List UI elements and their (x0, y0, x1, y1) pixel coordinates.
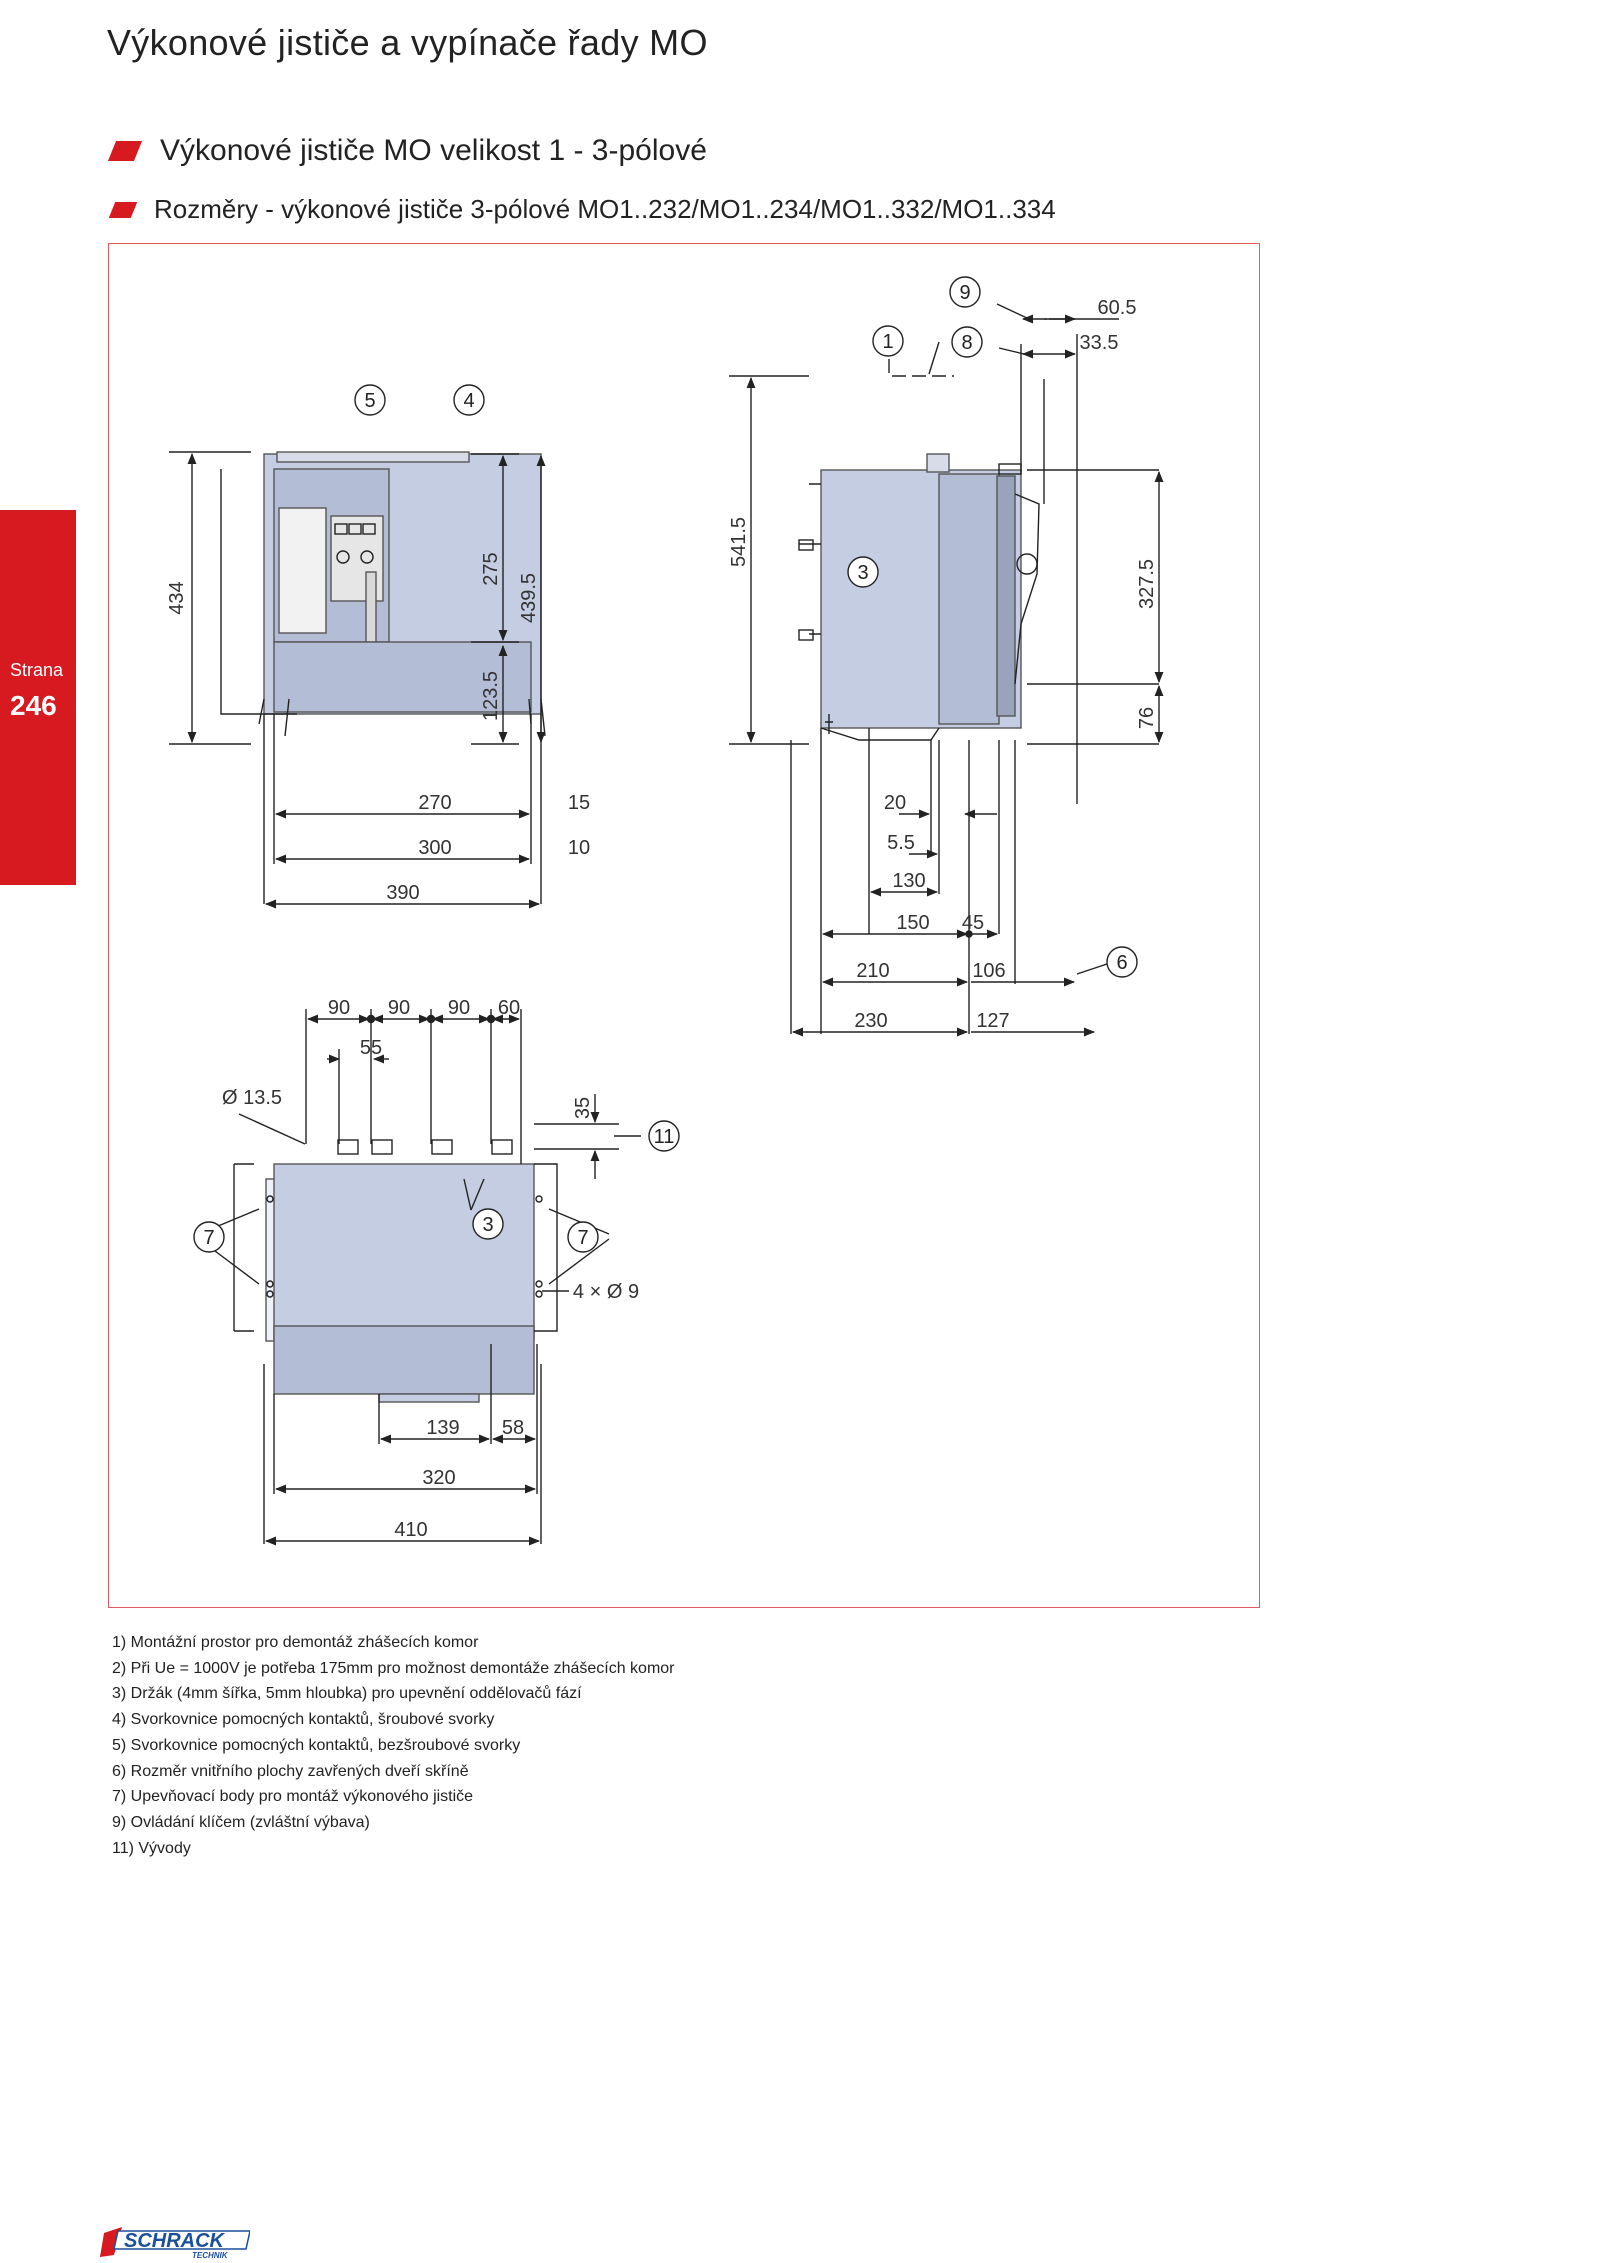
dim-139: 139 (426, 1417, 460, 1439)
dimension-drawing (109, 244, 1261, 1609)
footnotes (112, 1630, 675, 1861)
logo-subtext: TECHNIK (192, 2251, 228, 2259)
logo-text: SCHRACK (124, 2230, 224, 2252)
dim-439-5: 439.5 (518, 572, 540, 624)
section-bullet-icon (108, 141, 142, 161)
callout-5-label: 5 (364, 390, 376, 412)
callout-3-side-label: 3 (857, 562, 869, 584)
callout-9-label: 9 (959, 282, 971, 304)
page-side-tab (0, 510, 76, 885)
callout-7-right-label: 7 (577, 1227, 589, 1249)
dim-410: 410 (394, 1519, 428, 1541)
section-title: Výkonové jističe MO velikost 1 - 3-pólové (160, 134, 707, 167)
dim-60-5: 60.5 (1097, 297, 1137, 319)
subsection-title: Rozměry - výkonové jističe 3-pólové MO1..232/MO1..234/MO1..332/MO1..334 (154, 194, 1056, 224)
dimension-drawing-frame (108, 243, 1260, 1608)
dim-127: 127 (976, 1010, 1010, 1032)
footnote-item: 2) Při Ue = 1000V je potřeba 175mm pro možnost demontáže zhášecích komor (112, 1659, 675, 1677)
dim-5-5: 5.5 (887, 832, 915, 854)
footnote-item: 4) Svorkovnice pomocných kontaktů, šroubové svorky (112, 1711, 495, 1729)
dim-90-c: 90 (447, 997, 471, 1019)
dim-130: 130 (892, 870, 926, 892)
dim-hole-13-5: Ø 13.5 (221, 1087, 283, 1109)
footnote-item: 6) Rozměr vnitřního plochy zavřených dveří skříně (112, 1762, 469, 1780)
page-title: Výkonové jističe a vypínače řady MO (107, 22, 708, 63)
dim-150: 150 (896, 912, 930, 934)
dim-320: 320 (422, 1467, 456, 1489)
dim-15: 15 (567, 792, 591, 814)
footnote-item: 3) Držák (4mm šířka, 5mm hloubka) pro upevnění oddělovačů fází (112, 1685, 582, 1703)
dim-55: 55 (359, 1037, 383, 1059)
dim-4-holes-9: 4 × Ø 9 (572, 1281, 640, 1303)
section-heading (112, 134, 707, 168)
dim-10: 10 (567, 837, 591, 859)
footnote-item: 11) Vývody (112, 1839, 191, 1857)
page-label: Strana (10, 660, 64, 680)
dim-123-5: 123.5 (480, 670, 502, 722)
dim-33-5: 33.5 (1079, 332, 1119, 354)
dim-58: 58 (501, 1417, 525, 1439)
dim-541-5: 541.5 (728, 516, 750, 568)
footnote-item: 5) Svorkovnice pomocných kontaktů, bezšroubové svorky (112, 1736, 521, 1754)
dim-275: 275 (480, 552, 502, 586)
dim-45: 45 (961, 912, 985, 934)
dim-434: 434 (166, 581, 188, 615)
dim-106: 106 (972, 960, 1006, 982)
callout-4-label: 4 (463, 390, 475, 412)
footnote-item: 9) Ovládání klíčem (zvláštní výbava) (112, 1813, 370, 1831)
bottom-view (234, 1140, 557, 1402)
dim-76: 76 (1136, 706, 1158, 730)
dim-390: 390 (386, 882, 420, 904)
dim-270: 270 (418, 792, 452, 814)
callout-11-label: 11 (653, 1126, 675, 1148)
side-view (799, 454, 1039, 740)
callout-1-label: 1 (882, 331, 894, 353)
dim-90-a: 90 (327, 997, 351, 1019)
schrack-logo (100, 2225, 250, 2259)
callout-8-label: 8 (961, 332, 973, 354)
callout-3-bottom-label: 3 (482, 1214, 494, 1236)
dim-210: 210 (856, 960, 890, 982)
footnote-item: 7) Upevňovací body pro montáž výkonového jističe (112, 1788, 474, 1806)
dim-60: 60 (497, 997, 521, 1019)
footnote-item: 1) Montážní prostor pro demontáž zhášecích komor (112, 1634, 479, 1651)
dim-300: 300 (418, 837, 452, 859)
dim-20: 20 (883, 792, 907, 814)
subsection-heading (112, 194, 1056, 225)
subsection-bullet-icon (109, 202, 137, 218)
dim-327-5: 327.5 (1136, 558, 1158, 610)
dim-35: 35 (572, 1096, 594, 1120)
dim-90-b: 90 (387, 997, 411, 1019)
callout-6-label: 6 (1116, 952, 1128, 974)
dim-230: 230 (854, 1010, 888, 1032)
page-number: 246 (10, 690, 57, 721)
callout-7-left-label: 7 (203, 1227, 215, 1249)
